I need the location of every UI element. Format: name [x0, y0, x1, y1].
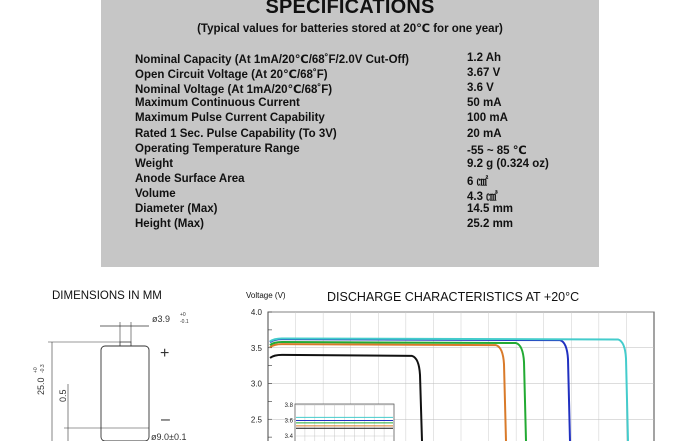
spec-row — [135, 82, 575, 97]
spec-value: 14.5 mm — [467, 203, 514, 215]
terminal-tol-minus: -0.1 — [180, 319, 189, 325]
spec-label: Anode Surface Area — [135, 172, 245, 185]
spec-row — [135, 52, 575, 67]
spec-row — [135, 173, 575, 188]
spec-value: 25.2 mm — [467, 218, 514, 231]
dimension-drawing — [0, 300, 230, 441]
spec-value: 100 mA — [467, 112, 508, 125]
inset-y-tick-label: 3.4 — [284, 434, 293, 440]
inset-y-tick-label: 3.6 — [284, 418, 293, 425]
spec-value: 3.67 V — [467, 67, 501, 80]
spec-label: Maximum Pulse Current Capability — [135, 112, 325, 125]
spec-row — [135, 158, 575, 173]
spec-row — [135, 67, 575, 82]
specifications-subtitle: (Typical values for batteries stored at 20℃ for one year) — [197, 23, 503, 35]
spec-value: 9.2 g (0.324 oz) — [467, 157, 549, 170]
spec-value: 20 mA — [467, 127, 502, 140]
plus-sign: + — [160, 345, 170, 362]
spec-label: Height (Max) — [135, 218, 204, 231]
terminal-tol-plus: +0 — [180, 312, 186, 318]
spec-label: Weight — [135, 157, 174, 170]
inset-y-tick-label: 3.8 — [284, 403, 293, 409]
spec-label: Nominal Voltage (At 1mA/20℃/68˚F) — [135, 84, 333, 97]
y-tick-label: 3.5 — [250, 343, 262, 353]
spec-row — [135, 112, 575, 127]
spec-row — [135, 203, 575, 218]
spec-value: 6 ㎠ — [467, 175, 489, 188]
spec-label: Maximum Continuous Current — [135, 97, 300, 110]
spec-row — [135, 128, 575, 143]
terminal-diameter-label: ø3.9 — [152, 314, 171, 324]
offset-label: 0.5 — [58, 389, 68, 402]
dimensions-title: DIMENSIONS IN MM — [52, 290, 162, 302]
height-tol-plus: +0 — [33, 367, 39, 373]
y-tick-label: 3.0 — [250, 379, 262, 389]
spec-value: 50 mA — [467, 97, 502, 110]
spec-label: Volume — [135, 187, 176, 200]
spec-row — [135, 97, 575, 112]
minus-sign: – — [161, 411, 170, 428]
spec-row — [135, 218, 575, 233]
spec-value: 1.2 Ah — [467, 52, 502, 64]
spec-label: Diameter (Max) — [135, 203, 218, 215]
spec-label: Rated 1 Sec. Pulse Capability (To 3V) — [135, 127, 337, 140]
spec-value: 4.3 ㎤ — [467, 190, 498, 203]
chart-title: DISCHARGE CHARACTERISTICS AT +20°C — [327, 290, 580, 304]
y-axis-label: Voltage (V) — [246, 291, 286, 300]
y-tick-label: 4.0 — [250, 308, 262, 317]
spec-value: -55 ~ 85 ℃ — [467, 144, 527, 157]
battery-terminal — [120, 342, 131, 346]
specifications-title: SPECIFICATIONS — [265, 0, 435, 18]
spec-row — [135, 143, 575, 158]
height-tol-minus: -0.3 — [40, 364, 46, 373]
spec-value: 3.6 V — [467, 82, 494, 95]
y-tick-label: 2.5 — [250, 415, 262, 425]
spec-label: Nominal Capacity (At 1mA/20℃/68˚F/2.0V Cut-Off) — [135, 54, 410, 66]
specifications-panel — [101, 0, 599, 267]
height-label: 25.0 — [36, 377, 46, 395]
spec-label: Operating Temperature Range — [135, 142, 300, 155]
discharge-chart — [240, 300, 660, 441]
spec-label: Open Circuit Voltage (At 20℃/68˚F) — [135, 69, 328, 82]
spec-row — [135, 188, 575, 203]
battery-body — [101, 346, 149, 441]
body-diameter-label: ø9.0±0.1 — [151, 432, 187, 441]
